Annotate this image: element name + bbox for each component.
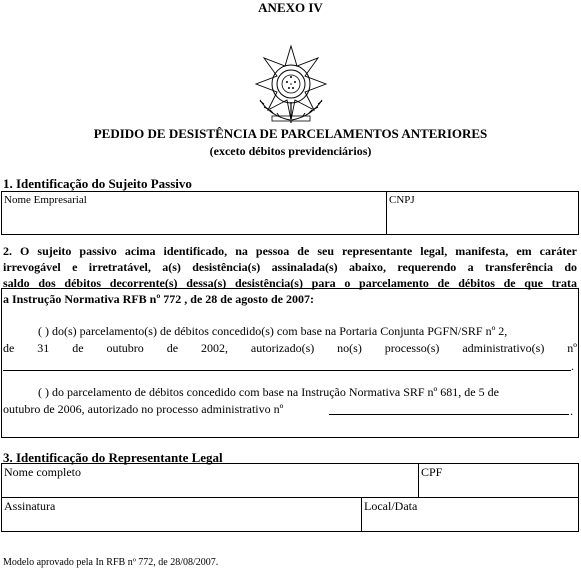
options-box-top xyxy=(1,288,579,289)
local-data-field[interactable]: Local/Data xyxy=(364,499,418,513)
section3-box-left xyxy=(1,463,2,531)
option2-line2: outubro de 2006, autorizado no processo administrativo nº xyxy=(3,402,284,416)
coat-of-arms-emblem xyxy=(250,44,332,124)
annex-label: ANEXO IV xyxy=(258,0,323,15)
section2-line2: irrevogável e irretratável, a(s) desistência(s) assinalada(s) abaixo, requerendo a transferência do xyxy=(3,260,577,274)
option2-process-number-line[interactable] xyxy=(329,414,569,415)
nome-empresarial-field[interactable]: Nome Empresarial xyxy=(4,194,87,206)
option2-end-period: . xyxy=(570,404,573,418)
section3-box-top xyxy=(1,463,579,464)
options-box-left xyxy=(1,288,2,437)
section1-box-left xyxy=(1,191,2,234)
section3-local-divider xyxy=(361,497,362,531)
section3-box-right xyxy=(578,463,579,531)
section1-heading: 1. Identificação do Sujeito Passivo xyxy=(3,176,192,191)
section1-box-top xyxy=(1,191,579,192)
section3-heading: 3. Identificação do Representante Legal xyxy=(3,450,223,465)
section3-box-middle xyxy=(1,497,579,498)
page-title: PEDIDO DE DESISTÊNCIA DE PARCELAMENTOS ANTERIORES xyxy=(93,126,488,141)
assinatura-field[interactable]: Assinatura xyxy=(4,499,56,513)
section2-line4: a Instrução Normativa RFB nº 772 , de 28 de agosto de 2007: xyxy=(3,292,314,306)
section1-box-bottom xyxy=(1,234,579,235)
option2-line1[interactable]: ( ) do parcelamento de débitos concedido com base na Instrução Normativa SRF nº 681, de 5 de xyxy=(38,385,499,399)
option1-end-period: . xyxy=(571,359,574,373)
section2-line1: 2. O sujeito passivo acima identificado, na pessoa de seu representante legal, manifesta, em caráter xyxy=(3,244,577,258)
section3-box-bottom xyxy=(1,531,579,532)
page-subtitle: (exceto débitos previdenciários) xyxy=(209,144,372,158)
option1-process-number-line[interactable] xyxy=(3,370,571,371)
nome-completo-field[interactable]: Nome completo xyxy=(4,465,81,479)
section1-box-divider xyxy=(386,191,387,234)
option1-line2: de 31 de outubro de 2002, autorizado(s) no(s) processo(s) administrativo(s) nº xyxy=(3,341,577,355)
options-box-right xyxy=(578,288,579,437)
section1-box-right xyxy=(578,191,579,234)
section3-cpf-divider xyxy=(418,463,419,497)
section2-line3: saldo dos débitos decorrente(s) dessa(s) desistência(s) para o parcelamento de débitos de que trata xyxy=(3,276,577,290)
options-box-bottom xyxy=(1,437,579,438)
cpf-field[interactable]: CPF xyxy=(421,465,443,479)
footer-note: Modelo aprovado pela In RFB nº 772, de 28/08/2007. xyxy=(3,557,219,568)
option1-line1[interactable]: ( ) do(s) parcelamento(s) de débitos concedido(s) com base na Portaria Conjunta PGFN/SRF nº 2, xyxy=(38,324,508,338)
cnpj-field[interactable]: CNPJ xyxy=(389,194,415,206)
